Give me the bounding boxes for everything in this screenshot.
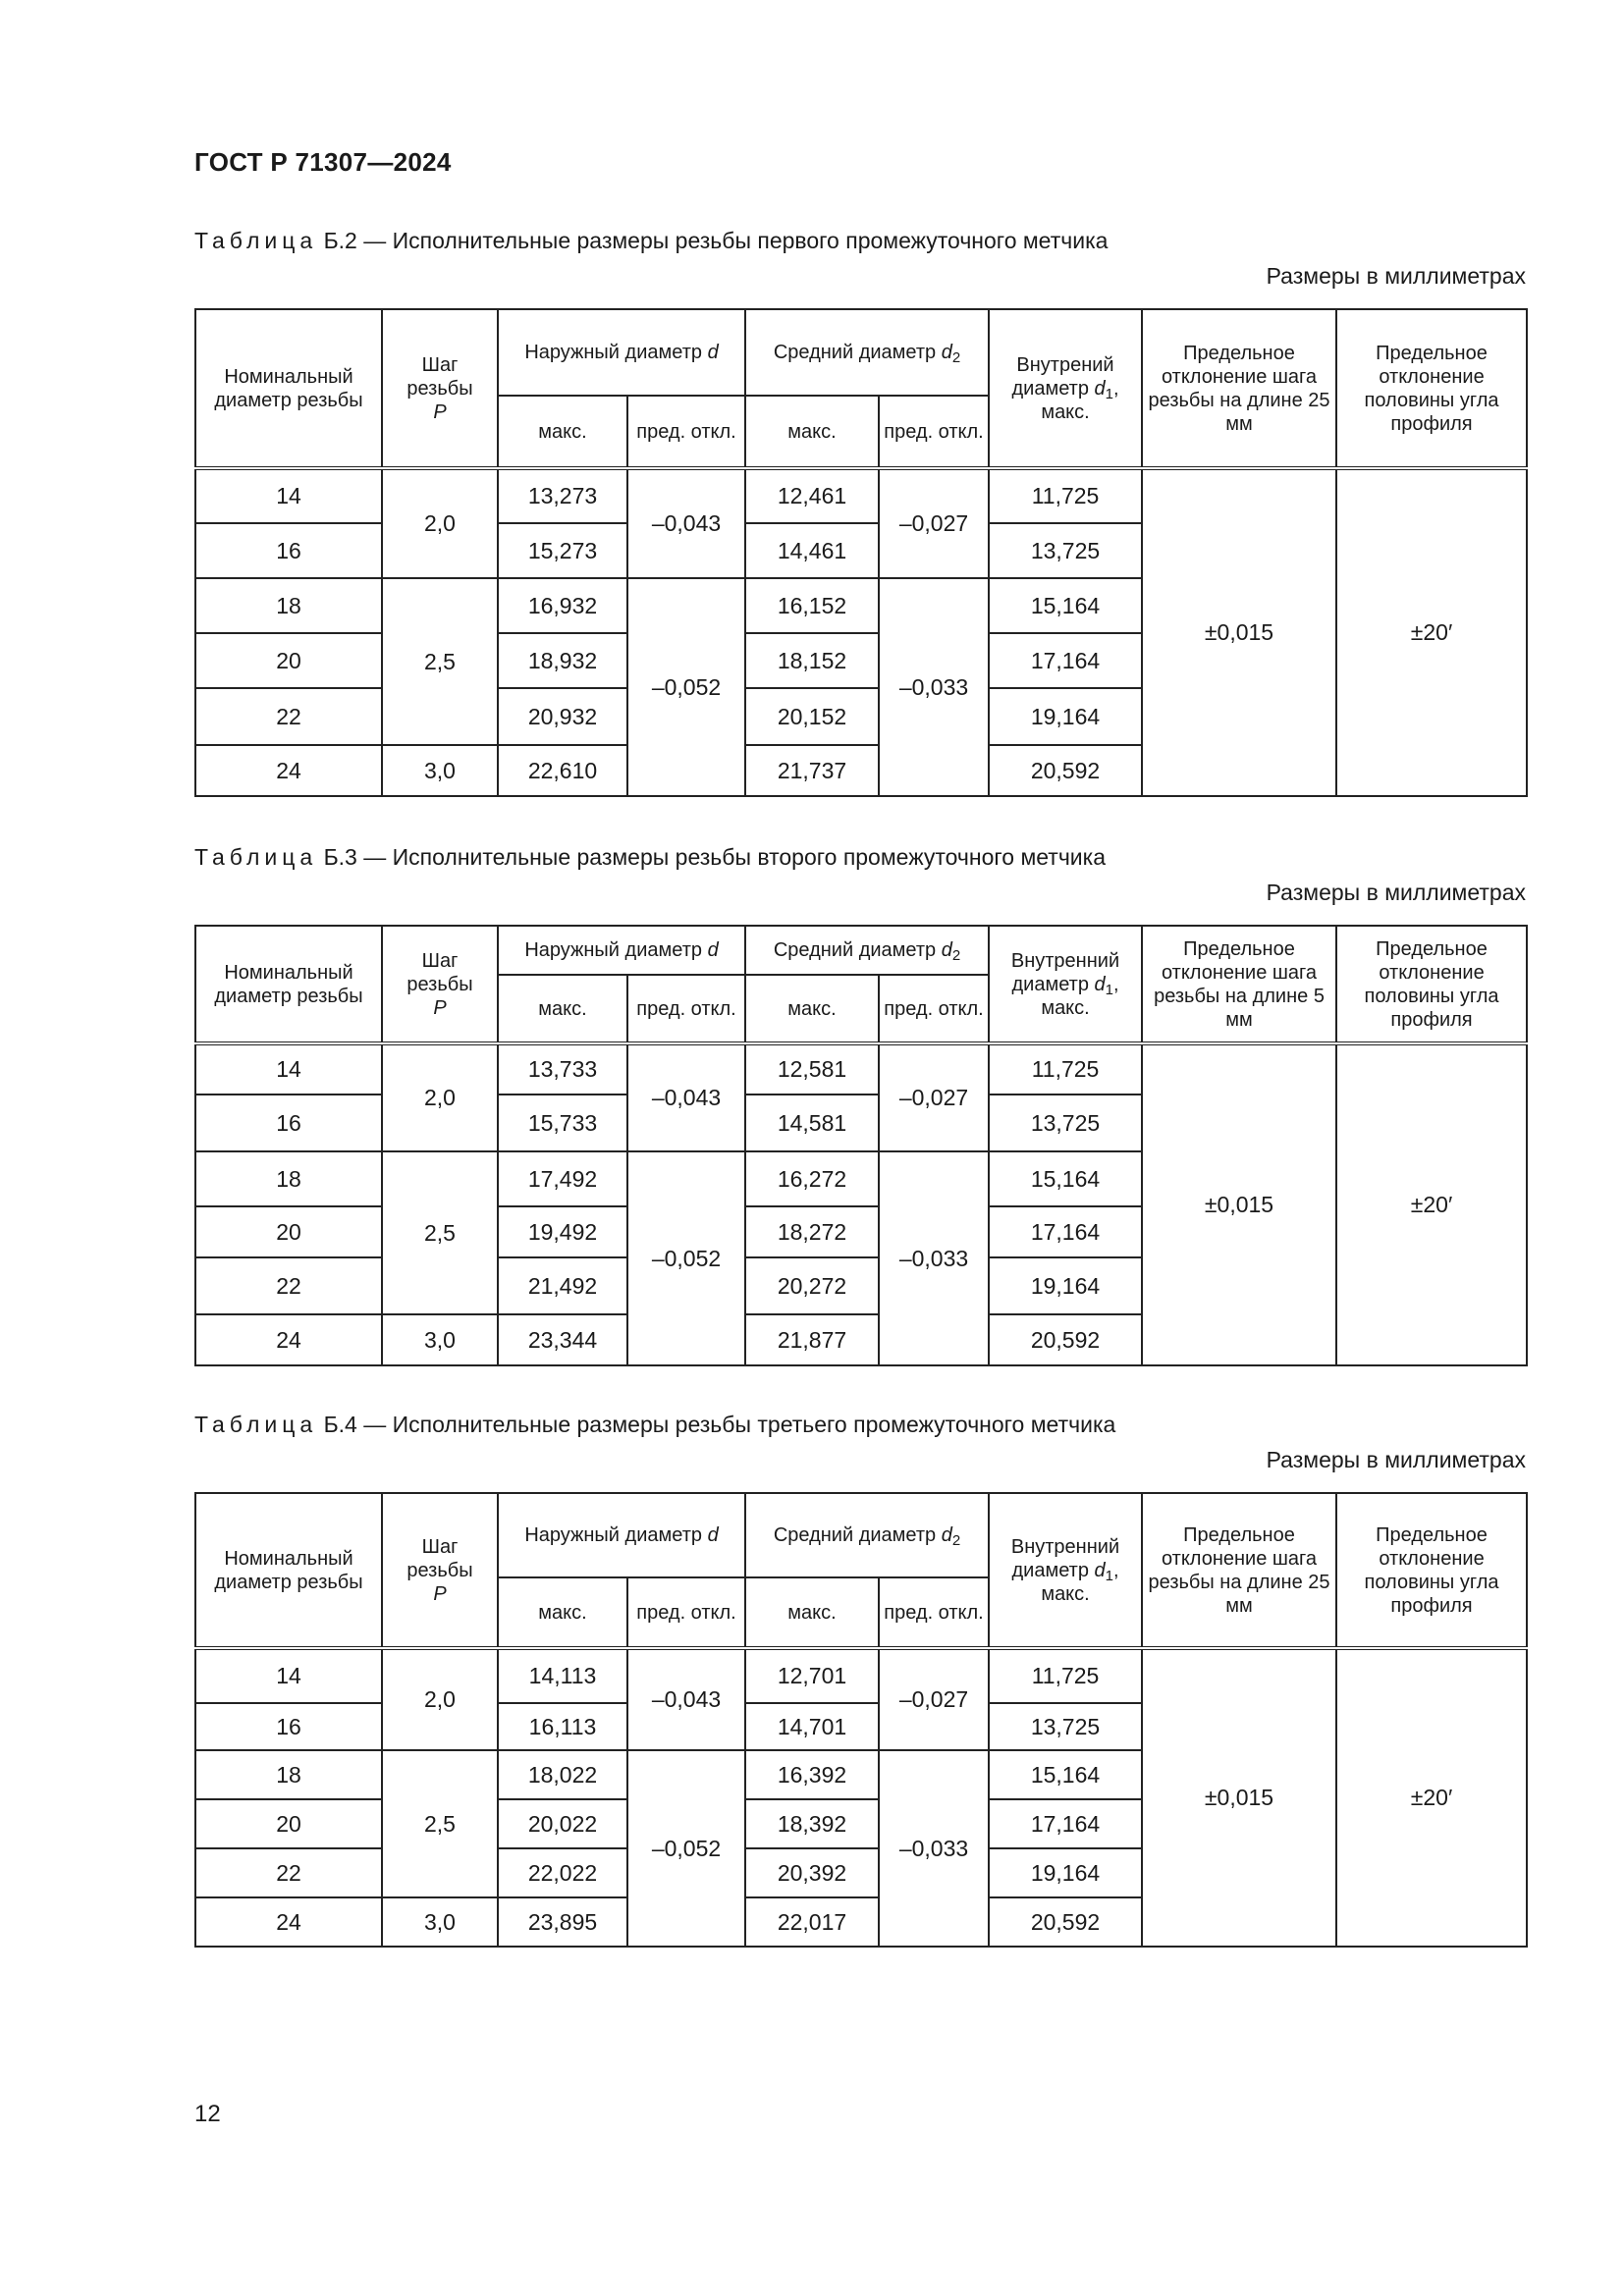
cell-inner: 20,592 — [989, 745, 1142, 796]
header-pitch — [382, 309, 498, 468]
cell-outer-max: 16,113 — [498, 1703, 627, 1750]
cell-nominal: 18 — [195, 578, 382, 633]
cell-middle-max: 18,392 — [745, 1799, 879, 1848]
cell-nominal: 16 — [195, 1095, 382, 1151]
header-inner-subscript: 1 — [1105, 1567, 1113, 1584]
header-middle-subscript: 2 — [951, 947, 961, 964]
header-pitch — [382, 926, 498, 1043]
header-pitch-deviation-label: Предельное отклонение шага резьбы на длине 25 мм — [1148, 342, 1330, 435]
cell-outer-deviation: –0,052 — [627, 1750, 745, 1947]
cell-outer-deviation: –0,043 — [627, 1648, 745, 1750]
header-pitch-symbol: P — [433, 1582, 447, 1605]
cell-middle-max: 16,272 — [745, 1151, 879, 1206]
cell-nominal: 14 — [195, 1043, 382, 1095]
header-angle-deviation-label: Предельное отклонение половины угла профиля — [1364, 937, 1499, 1031]
header-inner-symbol: d — [1094, 377, 1106, 400]
table-caption-text: Б.4 — Исполнительные размеры резьбы третьего промежуточного метчика — [323, 1412, 1116, 1437]
header-nominal-diameter — [195, 926, 382, 1043]
cell-inner: 20,592 — [989, 1314, 1142, 1365]
subheader-deviation: пред. откл. — [879, 975, 989, 1043]
cell-inner: 20,592 — [989, 1897, 1142, 1947]
header-pitch-symbol: P — [433, 996, 447, 1019]
cell-angle-deviation: ±20′ — [1336, 1043, 1527, 1365]
header-outer-label: Наружный диаметр — [524, 1524, 702, 1546]
cell-outer-max: 18,022 — [498, 1750, 627, 1799]
cell-inner: 13,725 — [989, 523, 1142, 578]
cell-nominal: 20 — [195, 1206, 382, 1257]
cell-inner: 11,725 — [989, 1648, 1142, 1703]
subheader-max: макс. — [498, 975, 627, 1043]
cell-angle-deviation: ±20′ — [1336, 1648, 1527, 1947]
cell-nominal: 20 — [195, 1799, 382, 1848]
header-middle-subscript: 2 — [951, 1532, 961, 1549]
cell-nominal: 24 — [195, 1314, 382, 1365]
cell-inner: 17,164 — [989, 1799, 1142, 1848]
cell-middle-max: 14,581 — [745, 1095, 879, 1151]
cell-inner: 15,164 — [989, 578, 1142, 633]
cell-inner: 19,164 — [989, 1848, 1142, 1897]
header-angle-deviation-label: Предельное отклонение половины угла профиля — [1364, 1523, 1499, 1617]
header-pitch-symbol: P — [433, 400, 447, 423]
cell-outer-max: 19,492 — [498, 1206, 627, 1257]
cell-nominal: 22 — [195, 688, 382, 745]
cell-pitch: 3,0 — [382, 1314, 498, 1365]
cell-nominal: 16 — [195, 523, 382, 578]
cell-outer-max: 13,733 — [498, 1043, 627, 1095]
header-outer-diameter — [498, 926, 745, 975]
cell-outer-max: 14,113 — [498, 1648, 627, 1703]
cell-middle-max: 12,581 — [745, 1043, 879, 1095]
header-inner-suffix: , макс. — [1041, 1559, 1119, 1605]
cell-nominal: 14 — [195, 1648, 382, 1703]
document-header: ГОСТ Р 71307—2024 — [194, 147, 452, 177]
subheader-max: макс. — [498, 396, 627, 468]
cell-pitch: 2,0 — [382, 468, 498, 578]
subheader-deviation: пред. откл. — [879, 1577, 989, 1648]
cell-angle-deviation: ±20′ — [1336, 468, 1527, 796]
header-outer-diameter — [498, 1493, 745, 1577]
cell-inner: 11,725 — [989, 468, 1142, 523]
header-angle-deviation-label: Предельное отклонение половины угла профиля — [1364, 342, 1499, 435]
subheader-deviation: пред. откл. — [879, 396, 989, 468]
cell-nominal: 20 — [195, 633, 382, 688]
cell-pitch: 3,0 — [382, 1897, 498, 1947]
cell-inner: 17,164 — [989, 633, 1142, 688]
table-row — [195, 1648, 1527, 1703]
subheader-deviation: пред. откл. — [627, 1577, 745, 1648]
header-middle-label: Средний диаметр — [773, 939, 937, 961]
cell-nominal: 24 — [195, 745, 382, 796]
cell-pitch: 2,5 — [382, 1151, 498, 1314]
cell-middle-max: 18,152 — [745, 633, 879, 688]
cell-outer-deviation: –0,052 — [627, 1151, 745, 1365]
cell-middle-max: 16,392 — [745, 1750, 879, 1799]
header-inner-symbol: d — [1094, 1559, 1106, 1581]
cell-middle-max: 14,701 — [745, 1703, 879, 1750]
cell-nominal: 22 — [195, 1848, 382, 1897]
cell-middle-max: 12,461 — [745, 468, 879, 523]
header-middle-label: Средний диаметр — [773, 1524, 937, 1546]
subheader-max: макс. — [745, 396, 879, 468]
cell-pitch: 2,5 — [382, 578, 498, 745]
cell-outer-max: 22,022 — [498, 1848, 627, 1897]
cell-outer-max: 15,273 — [498, 523, 627, 578]
dimensions-table — [194, 308, 1528, 797]
header-inner-label: Внутрений диаметр — [1011, 353, 1114, 400]
table-caption — [194, 228, 1108, 254]
header-row — [195, 309, 1527, 396]
cell-middle-deviation: –0,027 — [879, 1043, 989, 1151]
cell-middle-max: 22,017 — [745, 1897, 879, 1947]
page-number: 12 — [194, 2101, 221, 2127]
cell-outer-deviation: –0,052 — [627, 578, 745, 796]
cell-middle-deviation: –0,033 — [879, 1151, 989, 1365]
cell-middle-max: 20,392 — [745, 1848, 879, 1897]
header-inner-subscript: 1 — [1105, 981, 1113, 998]
header-outer-symbol: d — [707, 342, 719, 363]
cell-middle-deviation: –0,033 — [879, 1750, 989, 1947]
header-nominal-diameter — [195, 309, 382, 468]
table-row — [195, 1043, 1527, 1095]
header-pitch-label: Шаг резьбы — [406, 1535, 473, 1581]
cell-outer-deviation: –0,043 — [627, 468, 745, 578]
cell-inner: 15,164 — [989, 1750, 1142, 1799]
cell-middle-max: 12,701 — [745, 1648, 879, 1703]
cell-pitch-deviation: ±0,015 — [1142, 1043, 1336, 1365]
header-pitch-label: Шаг резьбы — [406, 949, 473, 995]
table-caption-word: Таблица — [194, 844, 318, 870]
cell-outer-max: 15,733 — [498, 1095, 627, 1151]
header-middle-symbol: d — [941, 1524, 952, 1546]
cell-outer-deviation: –0,043 — [627, 1043, 745, 1151]
table-caption — [194, 1412, 1115, 1438]
cell-inner: 17,164 — [989, 1206, 1142, 1257]
header-pitch-deviation — [1142, 309, 1336, 468]
header-nominal-label: Номинальный диаметр резьбы — [214, 961, 363, 1007]
cell-outer-max: 22,610 — [498, 745, 627, 796]
units-note: Размеры в миллиметрах — [1266, 1447, 1526, 1472]
table-caption — [194, 844, 1106, 871]
cell-outer-max: 20,022 — [498, 1799, 627, 1848]
header-middle-subscript: 2 — [951, 349, 961, 366]
subheader-max: макс. — [498, 1577, 627, 1648]
cell-pitch: 3,0 — [382, 745, 498, 796]
header-row — [195, 1493, 1527, 1577]
header-middle-diameter — [745, 309, 989, 396]
cell-inner: 15,164 — [989, 1151, 1142, 1206]
header-middle-symbol: d — [941, 342, 952, 363]
cell-pitch: 2,0 — [382, 1043, 498, 1151]
cell-outer-max: 21,492 — [498, 1257, 627, 1314]
header-inner-diameter — [989, 1493, 1142, 1648]
cell-nominal: 22 — [195, 1257, 382, 1314]
header-pitch-deviation-label: Предельное отклонение шага резьбы на длине 5 мм — [1154, 937, 1325, 1031]
cell-outer-max: 23,895 — [498, 1897, 627, 1947]
cell-middle-max: 20,152 — [745, 688, 879, 745]
header-outer-diameter — [498, 309, 745, 396]
cell-outer-max: 16,932 — [498, 578, 627, 633]
units-note: Размеры в миллиметрах — [1266, 880, 1526, 905]
header-inner-subscript: 1 — [1105, 385, 1113, 402]
header-middle-symbol: d — [941, 939, 952, 961]
cell-outer-max: 17,492 — [498, 1151, 627, 1206]
cell-outer-max: 20,932 — [498, 688, 627, 745]
header-middle-label: Средний диаметр — [773, 342, 937, 363]
header-pitch-deviation — [1142, 1493, 1336, 1648]
header-outer-symbol: d — [707, 1524, 719, 1546]
subheader-max: макс. — [745, 975, 879, 1043]
cell-outer-max: 23,344 — [498, 1314, 627, 1365]
header-nominal-diameter — [195, 1493, 382, 1648]
cell-outer-max: 18,932 — [498, 633, 627, 688]
header-pitch-deviation — [1142, 926, 1336, 1043]
header-inner-symbol: d — [1094, 973, 1106, 995]
header-row — [195, 926, 1527, 975]
cell-pitch: 2,0 — [382, 1648, 498, 1750]
header-middle-diameter — [745, 1493, 989, 1577]
header-nominal-label: Номинальный диаметр резьбы — [214, 365, 363, 411]
header-pitch — [382, 1493, 498, 1648]
cell-nominal: 18 — [195, 1151, 382, 1206]
subheader-deviation: пред. откл. — [627, 975, 745, 1043]
header-inner-label: Внутренний диаметр — [1010, 949, 1120, 995]
header-inner-label: Внутренний диаметр — [1010, 1535, 1120, 1581]
dimensions-table — [194, 925, 1528, 1366]
cell-middle-max: 21,737 — [745, 745, 879, 796]
cell-pitch: 2,5 — [382, 1750, 498, 1897]
table-caption-text: Б.2 — Исполнительные размеры резьбы первого промежуточного метчика — [323, 228, 1109, 253]
subheader-deviation: пред. откл. — [627, 396, 745, 468]
cell-nominal: 14 — [195, 468, 382, 523]
table-caption-word: Таблица — [194, 228, 318, 253]
header-pitch-label: Шаг резьбы — [406, 353, 473, 400]
header-angle-deviation — [1336, 309, 1527, 468]
table-caption-word: Таблица — [194, 1412, 318, 1437]
header-pitch-deviation-label: Предельное отклонение шага резьбы на длине 25 мм — [1148, 1523, 1330, 1617]
cell-middle-deviation: –0,027 — [879, 468, 989, 578]
cell-inner: 11,725 — [989, 1043, 1142, 1095]
header-inner-diameter — [989, 926, 1142, 1043]
cell-nominal: 18 — [195, 1750, 382, 1799]
units-note: Размеры в миллиметрах — [1266, 263, 1526, 289]
cell-middle-max: 21,877 — [745, 1314, 879, 1365]
subheader-max: макс. — [745, 1577, 879, 1648]
cell-pitch-deviation: ±0,015 — [1142, 468, 1336, 796]
cell-middle-max: 14,461 — [745, 523, 879, 578]
cell-middle-max: 20,272 — [745, 1257, 879, 1314]
header-inner-suffix: , макс. — [1041, 377, 1119, 423]
dimensions-table — [194, 1492, 1528, 1948]
header-outer-label: Наружный диаметр — [524, 342, 702, 363]
table-row — [195, 468, 1527, 523]
cell-middle-max: 16,152 — [745, 578, 879, 633]
cell-middle-deviation: –0,027 — [879, 1648, 989, 1750]
cell-middle-max: 18,272 — [745, 1206, 879, 1257]
cell-inner: 19,164 — [989, 688, 1142, 745]
header-outer-symbol: d — [707, 939, 719, 961]
cell-inner: 19,164 — [989, 1257, 1142, 1314]
header-outer-label: Наружный диаметр — [524, 939, 702, 961]
cell-nominal: 24 — [195, 1897, 382, 1947]
header-angle-deviation — [1336, 1493, 1527, 1648]
cell-outer-max: 13,273 — [498, 468, 627, 523]
header-nominal-label: Номинальный диаметр резьбы — [214, 1547, 363, 1593]
cell-nominal: 16 — [195, 1703, 382, 1750]
header-angle-deviation — [1336, 926, 1527, 1043]
header-middle-diameter — [745, 926, 989, 975]
cell-pitch-deviation: ±0,015 — [1142, 1648, 1336, 1947]
cell-inner: 13,725 — [989, 1703, 1142, 1750]
header-inner-diameter — [989, 309, 1142, 468]
cell-middle-deviation: –0,033 — [879, 578, 989, 796]
table-caption-text: Б.3 — Исполнительные размеры резьбы второго промежуточного метчика — [323, 844, 1107, 870]
cell-inner: 13,725 — [989, 1095, 1142, 1151]
header-inner-suffix: , макс. — [1041, 973, 1119, 1019]
